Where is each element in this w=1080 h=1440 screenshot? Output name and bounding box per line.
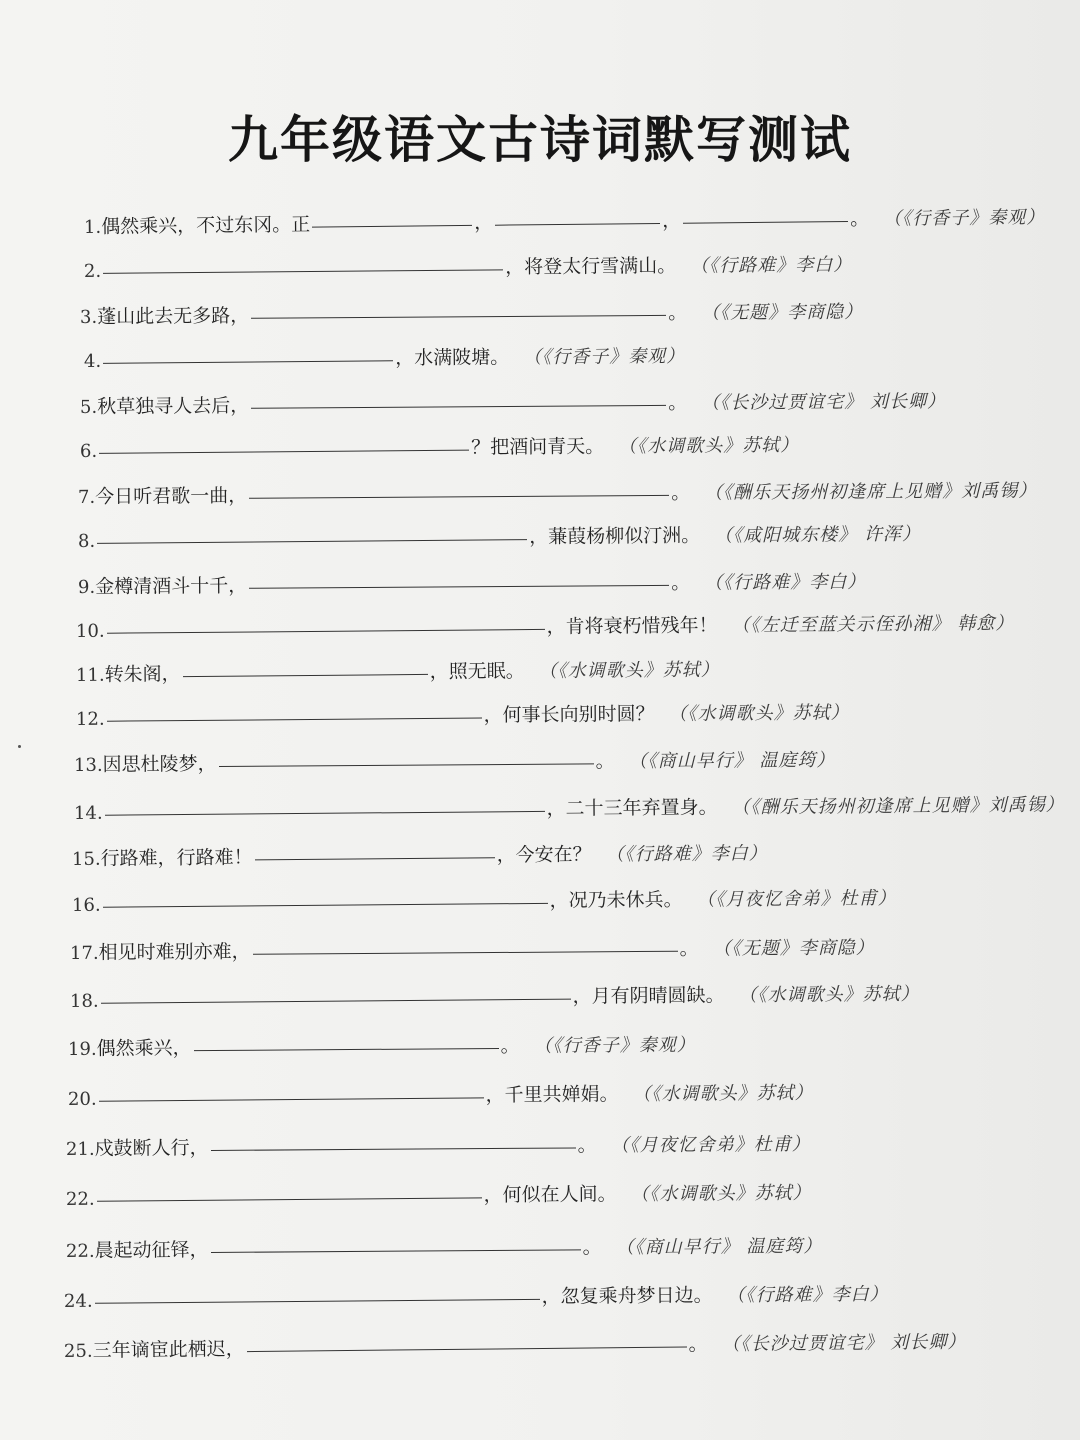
question-number: 20. — [67, 1088, 97, 1110]
answer-blank[interactable] — [194, 1047, 499, 1051]
question-number: 9. — [77, 576, 96, 598]
question-row — [80, 388, 946, 421]
question-row — [64, 1329, 967, 1365]
question-number: 21. — [65, 1138, 95, 1160]
answer-blank[interactable] — [95, 1298, 540, 1304]
question-tail-text: ，月有阴晴圆缺。 — [572, 984, 725, 1008]
poem-source: （《月夜忆舍弟》杜甫） — [696, 887, 897, 911]
poem-source: （《行香子》秦观） — [883, 206, 1046, 230]
answer-blank[interactable] — [99, 1096, 484, 1101]
question-number: 14. — [73, 802, 103, 824]
question-row — [84, 343, 685, 375]
paper-speck — [18, 745, 21, 748]
question-tail-text: ？把酒问青天。 — [471, 435, 605, 459]
answer-blank[interactable] — [183, 673, 428, 677]
question-lead-text: 偶然乘兴， — [96, 1037, 192, 1060]
question-tail-text: ， — [662, 209, 682, 232]
question-tail-text: ，肯将衰朽惜残年！ — [546, 614, 718, 638]
page-title: 九年级语文古诗词默写测试 — [228, 111, 852, 169]
poem-source: （《水调歌头》苏轼） — [738, 983, 920, 1007]
question-row — [72, 840, 768, 873]
answer-blank[interactable] — [211, 1146, 576, 1151]
poem-source: （《月夜忆舍弟》杜甫） — [610, 1133, 811, 1157]
poem-source: （《左迁至蓝关示侄孙湘》 韩愈） — [731, 612, 1015, 637]
question-number: 2. — [83, 260, 102, 282]
question-end-punct: 。 — [671, 571, 691, 594]
answer-blank[interactable] — [253, 950, 678, 955]
poem-source: （《水调歌头》苏轼） — [630, 1182, 812, 1206]
answer-blank[interactable] — [99, 449, 469, 454]
answer-blank[interactable] — [107, 716, 482, 721]
question-lead-text: 行路难，行路难！ — [100, 846, 253, 870]
poem-source: （《商山早行》 温庭筠） — [615, 1235, 823, 1259]
poem-source: （《咸阳城东楼》 许浑） — [714, 523, 921, 547]
question-lead-text: 相见时难别亦难， — [98, 940, 251, 964]
question-number: 10. — [75, 620, 105, 642]
question-lead-text: 戍鼓断人行， — [94, 1137, 209, 1160]
poem-source: （《行路难》李白） — [605, 842, 768, 866]
answer-blank[interactable] — [312, 224, 472, 228]
question-row — [72, 885, 897, 919]
poem-source: （《无题》李商隐） — [712, 937, 875, 960]
answer-blank[interactable] — [683, 220, 848, 224]
question-number: 7. — [77, 486, 96, 508]
poem-source: （《无题》李商隐） — [701, 301, 864, 324]
poem-source: （《行路难》李白） — [704, 571, 867, 594]
question-end-punct: 。 — [577, 1134, 597, 1157]
answer-blank[interactable] — [247, 1345, 687, 1352]
question-number: 6. — [79, 440, 98, 462]
poem-source: （《行香子》秦观） — [533, 1034, 696, 1057]
answer-blank[interactable] — [211, 1248, 581, 1253]
answer-blank[interactable] — [249, 494, 669, 499]
question-row — [74, 747, 836, 779]
question-tail-text: ，水满陂塘。 — [395, 346, 510, 370]
answer-blank[interactable] — [97, 1196, 482, 1201]
answer-blank[interactable] — [103, 359, 393, 364]
question-number: 11. — [75, 664, 105, 686]
question-number: 12. — [75, 708, 105, 730]
question-row — [70, 981, 920, 1015]
question-number: 22. — [65, 1240, 95, 1262]
question-number: 8. — [77, 530, 96, 552]
question-lead-text: 晨起动征铎， — [94, 1239, 209, 1262]
poem-source: （《酬乐天扬州初逢席上见赠》刘禹锡） — [731, 794, 1065, 819]
question-number: 5. — [79, 396, 98, 418]
question-row — [78, 521, 921, 555]
question-number: 18. — [69, 990, 99, 1012]
question-number: 19. — [67, 1038, 97, 1060]
question-tail-text: ， — [474, 211, 494, 234]
poem-source: （《酬乐天扬州初逢席上见赠》刘禹锡） — [704, 480, 1038, 504]
question-number: 24. — [63, 1290, 93, 1312]
answer-blank[interactable] — [251, 314, 666, 319]
poem-source: （《水调歌头》苏轼） — [618, 434, 800, 458]
question-row — [70, 934, 875, 967]
poem-source: （《长沙过贾谊宅》 刘长卿） — [721, 1331, 967, 1356]
question-row — [80, 299, 863, 331]
answer-blank[interactable] — [219, 762, 594, 767]
question-row — [68, 1079, 814, 1113]
answer-blank[interactable] — [103, 268, 503, 273]
question-tail-text: ，何事长向别时圆？ — [483, 702, 655, 727]
question-row — [66, 1179, 812, 1213]
question-end-punct: 。 — [671, 481, 691, 504]
question-number: 25. — [63, 1340, 93, 1362]
question-row — [68, 1032, 696, 1063]
question-end-punct: 。 — [595, 750, 615, 773]
answer-blank[interactable] — [105, 810, 545, 816]
answer-blank[interactable] — [97, 538, 527, 544]
question-row — [80, 432, 799, 465]
question-row — [64, 1281, 889, 1315]
question-number: 22. — [65, 1188, 95, 1210]
question-lead-text: 金樽清酒斗十千， — [95, 574, 248, 598]
question-tail-text: ，蒹葭杨柳似汀洲。 — [529, 524, 701, 549]
question-end-punct: 。 — [668, 301, 688, 324]
answer-blank[interactable] — [249, 584, 669, 589]
question-lead-text: 秋草独寻人去后， — [97, 394, 250, 418]
question-row — [78, 568, 866, 601]
question-number: 15. — [71, 848, 101, 870]
answer-blank[interactable] — [101, 998, 571, 1004]
question-tail-text: ，何似在人间。 — [483, 1183, 617, 1207]
question-tail-text: ，况乃未休兵。 — [549, 888, 683, 912]
question-number: 1. — [83, 216, 102, 238]
question-row — [76, 656, 720, 689]
poem-source: （《水调歌头》苏轼） — [632, 1082, 814, 1106]
question-lead-text: 转朱阁， — [104, 663, 181, 686]
question-row — [84, 204, 1045, 241]
poem-source: （《商山早行》 温庭筠） — [628, 749, 836, 773]
poem-source: （《长沙过贾谊宅》 刘长卿） — [701, 390, 947, 414]
question-tail-text: ，忽复乘舟梦日边。 — [541, 1284, 713, 1308]
question-tail-text: ，今安在？ — [496, 843, 592, 867]
question-row — [76, 610, 1015, 645]
poem-source: （《水调歌头》苏轼） — [668, 702, 850, 725]
answer-blank[interactable] — [107, 628, 545, 634]
question-row — [74, 791, 1065, 827]
question-row — [66, 1233, 823, 1265]
question-end-punct: 。 — [500, 1034, 520, 1057]
poem-source: （《行香子》秦观） — [523, 345, 686, 369]
question-number: 3. — [79, 306, 98, 328]
question-lead-text: 偶然乘兴，不过东冈。正 — [101, 213, 311, 238]
answer-blank[interactable] — [251, 404, 666, 409]
question-row — [78, 477, 1037, 511]
question-number: 16. — [71, 894, 101, 916]
answer-blank[interactable] — [495, 222, 660, 226]
poem-source: （《行路难》李白） — [726, 1283, 889, 1307]
question-row — [66, 1131, 811, 1163]
answer-blank[interactable] — [255, 856, 495, 860]
question-number: 17. — [69, 942, 99, 964]
question-end-punct: 。 — [679, 937, 699, 960]
answer-blank[interactable] — [103, 902, 548, 908]
question-lead-text: 蓬山此去无多路， — [97, 304, 250, 328]
question-tail-text: ，千里共婵娟。 — [485, 1083, 619, 1107]
question-lead-text: 三年谪宦此栖迟， — [92, 1338, 245, 1362]
question-end-punct: 。 — [582, 1236, 602, 1259]
question-end-punct: 。 — [850, 207, 870, 230]
poem-source: （《水调歌头》苏轼） — [538, 659, 720, 682]
question-lead-text: 因思杜陵梦， — [102, 753, 217, 776]
question-lead-text: 今日听君歌一曲， — [95, 484, 248, 508]
question-row — [84, 251, 852, 285]
question-tail-text: ，照无眠。 — [429, 660, 525, 683]
question-tail-text: ，将登太行雪满山。 — [505, 254, 677, 279]
question-end-punct: 。 — [668, 391, 688, 414]
question-number: 4. — [83, 350, 102, 372]
poem-source: （《行路难》李白） — [690, 254, 853, 277]
question-number: 13. — [73, 754, 103, 776]
question-tail-text: ，二十三年弃置身。 — [546, 796, 718, 820]
question-row — [76, 699, 850, 733]
question-end-punct: 。 — [688, 1333, 708, 1356]
